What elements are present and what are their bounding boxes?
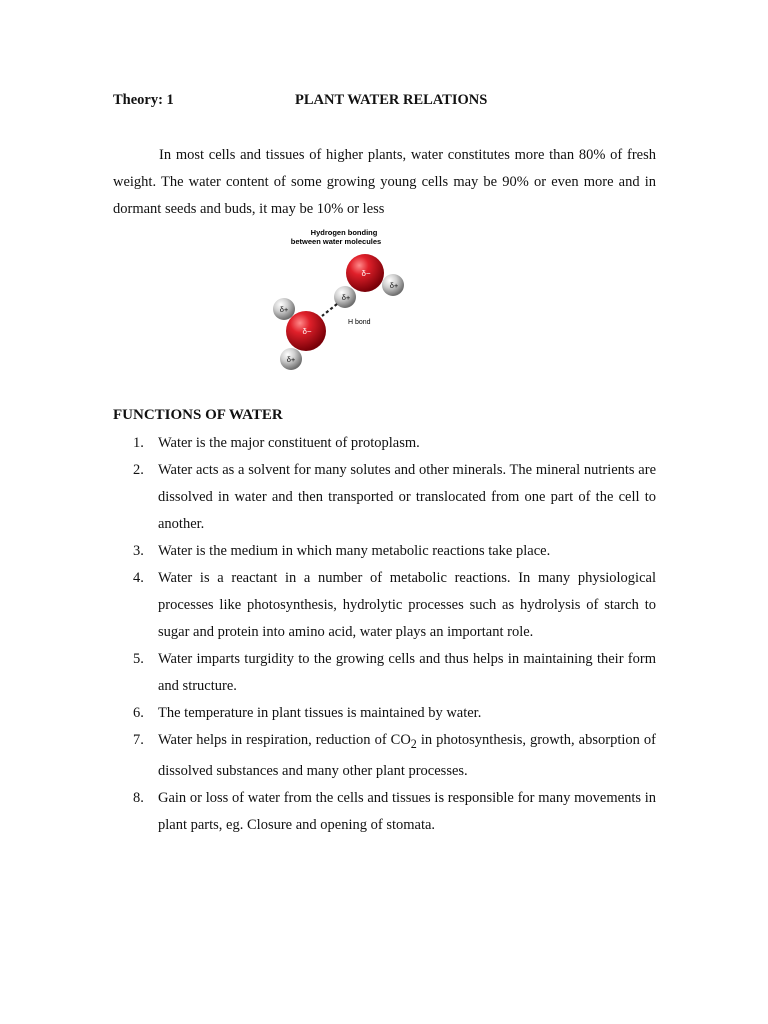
water-hydrogen-bond-figure (262, 225, 422, 375)
list-item-text: Water acts as a solvent for many solutes and other minerals. The mineral nutrients are dissolved in water and then transported or translocated from one part of the cell to another. (158, 462, 656, 532)
document-title: PLANT WATER RELATIONS (295, 92, 488, 108)
theory-label: Theory: 1 (113, 92, 174, 108)
co2-subscript: 2 (410, 736, 417, 751)
list-item (113, 700, 656, 727)
list-item-text (158, 732, 656, 779)
list-number: 4. (133, 570, 144, 586)
list-item-text: Water is a reactant in a number of metabolic reactions. In many physiological processes like photosynthesis, hydrolytic processes such as hydrolysis of starch to sugar and protein into amino acid, water plays an important role. (158, 570, 656, 640)
figure-caption-line2: between water molecules (290, 237, 382, 246)
list-item-text: Gain or loss of water from the cells and tissues is responsible for many movements in plant parts, eg. Closure and opening of stomata. (158, 789, 656, 833)
list-item (113, 538, 656, 565)
delta-plus-label: δ+ (279, 305, 289, 314)
delta-plus-label: δ+ (286, 355, 296, 364)
list-item (113, 457, 656, 538)
delta-minus-label: δ− (302, 327, 312, 336)
figure-caption-line1: Hydrogen bonding (310, 228, 378, 237)
text-after-subscript: in photosynthesis, growth, absorption of dissolved substances and many other plant processes. (158, 732, 656, 779)
water-molecule-diagram (262, 225, 422, 375)
list-number: 3. (133, 543, 144, 559)
document-header (113, 92, 673, 112)
list-item (113, 565, 656, 646)
hydrogen-bond-line (322, 304, 337, 316)
list-item-text: Water imparts turgidity to the growing cells and thus helps in maintaining their form and structure. (158, 651, 667, 694)
list-item (113, 727, 656, 785)
list-item (113, 430, 656, 457)
list-item-text: Water is the major constituent of protoplasm. (158, 435, 420, 451)
delta-minus-label: δ− (361, 269, 371, 278)
list-item-text: The temperature in plant tissues is maintained by water. (158, 705, 482, 721)
list-number: 1. (133, 435, 144, 451)
delta-plus-label: δ+ (341, 293, 351, 302)
delta-plus-label: δ+ (389, 281, 399, 290)
list-number: 5. (133, 651, 144, 667)
list-item (113, 646, 667, 700)
list-number: 2. (133, 462, 144, 478)
list-number: 7. (133, 732, 144, 748)
text-before-subscript: Water helps in respiration, reduction of CO (158, 732, 411, 748)
list-item-text: Water is the medium in which many metabolic reactions take place. (158, 543, 551, 559)
hydrogen-bond-label: H bond (348, 319, 371, 326)
list-number: 6. (133, 705, 144, 721)
section-title: FUNCTIONS OF WATER (113, 407, 283, 423)
list-item (113, 785, 656, 839)
functions-list (113, 430, 667, 839)
list-number: 8. (133, 789, 144, 806)
intro-paragraph: In most cells and tissues of higher plants, water constitutes more than 80% of fresh weight. The water content of some growing young cells may be 90% or even more and in dormant seeds and buds, it may be 10% or less (113, 147, 656, 217)
